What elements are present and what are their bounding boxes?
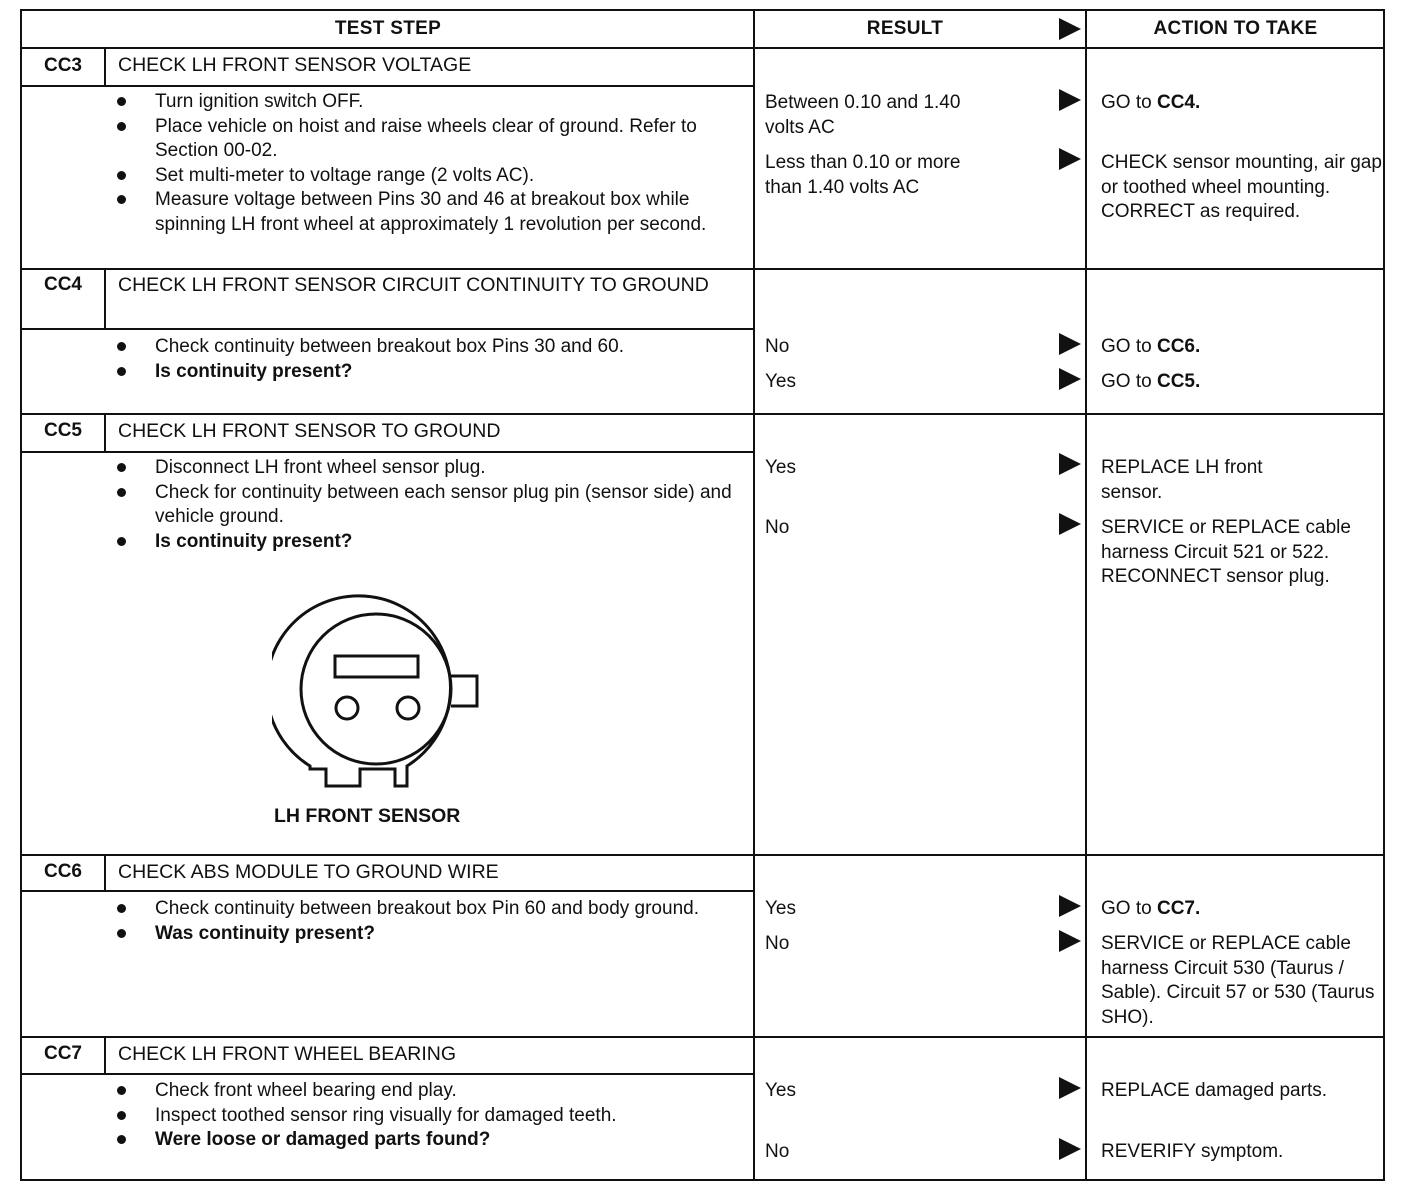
row-divider	[22, 854, 1385, 856]
step-title: CHECK LH FRONT SENSOR VOLTAGE	[118, 54, 472, 76]
result-arrow-icon	[1059, 148, 1081, 170]
action-text-part: GO to	[1101, 92, 1157, 113]
column-divider-action	[1085, 11, 1087, 1181]
action-text	[1101, 335, 1383, 360]
step-id: CC4	[43, 274, 82, 295]
header-divider	[22, 47, 1385, 49]
sensor-pin	[397, 697, 419, 719]
step-instruction: Disconnect LH front wheel sensor plug.	[117, 456, 747, 481]
step-question: Were loose or damaged parts found?	[117, 1128, 747, 1153]
action-text-part: GO to	[1101, 898, 1157, 919]
action-text	[1101, 91, 1383, 116]
action-step-ref: CC7.	[1156, 898, 1201, 919]
result-text: No	[765, 933, 790, 954]
step-instruction: Check continuity between breakout box Pin 60 and body ground.	[117, 897, 747, 922]
result-arrow-icon	[1059, 930, 1081, 952]
step-instructions	[117, 456, 747, 554]
action-text	[1101, 370, 1383, 395]
result-text: Yes	[765, 457, 796, 478]
step-instruction: Turn ignition switch OFF.	[117, 90, 747, 115]
diagnostic-table	[20, 9, 1385, 1181]
step-id: CC7	[43, 1043, 82, 1064]
result-text: No	[765, 1141, 790, 1162]
column-divider-result	[753, 11, 755, 1181]
title-divider	[22, 451, 753, 453]
step-id: CC6	[43, 861, 82, 882]
step-question: Is continuity present?	[117, 530, 747, 555]
header-result: RESULT	[866, 18, 944, 39]
step-instruction: Place vehicle on hoist and raise wheels clear of ground. Refer to Section 00-02.	[117, 115, 747, 164]
result-arrow-icon	[1059, 368, 1081, 390]
sensor-outline	[272, 596, 451, 786]
sensor-pin	[336, 697, 358, 719]
result-text: Less than 0.10 or more than 1.40 volts AC	[765, 152, 961, 198]
result-arrow-icon	[1059, 89, 1081, 111]
result-text: Between 0.10 and 1.40 volts AC	[765, 92, 961, 138]
step-instructions	[117, 90, 747, 237]
action-text: CHECK sensor mounting, air gap or toothed wheel mounting. CORRECT as required.	[1101, 152, 1382, 222]
step-instructions	[117, 1079, 747, 1153]
step-question: Was continuity present?	[117, 922, 747, 947]
row-divider	[22, 268, 1385, 270]
step-instruction: Check for continuity between each sensor plug pin (sensor side) and vehicle ground.	[117, 481, 747, 530]
title-divider	[22, 1073, 753, 1075]
figure-caption: LH FRONT SENSOR	[274, 805, 461, 827]
header-action: ACTION TO TAKE	[1153, 18, 1318, 39]
result-text: Yes	[765, 371, 796, 392]
result-arrow-icon	[1059, 1077, 1081, 1099]
title-divider	[22, 890, 753, 892]
result-arrow-icon	[1059, 513, 1081, 535]
id-divider	[104, 854, 106, 890]
action-text-part: GO to	[1101, 371, 1157, 392]
result-text: No	[765, 517, 790, 538]
action-text-part: GO to	[1101, 336, 1157, 357]
row-divider	[22, 1036, 1385, 1038]
result-arrow-icon	[1059, 895, 1081, 917]
step-title: CHECK ABS MODULE TO GROUND WIRE	[118, 861, 499, 883]
step-id: CC5	[43, 420, 82, 441]
action-text	[1101, 897, 1383, 922]
id-divider	[104, 413, 106, 451]
step-instruction: Measure voltage between Pins 30 and 46 at breakout box while spinning LH front wheel at approximately 1 revolution per second.	[117, 188, 747, 237]
result-text: Yes	[765, 898, 796, 919]
step-title: CHECK LH FRONT SENSOR CIRCUIT CONTINUITY TO GROUND	[118, 274, 709, 296]
action-step-ref: CC6.	[1156, 336, 1201, 357]
title-divider	[22, 328, 753, 330]
action-text: REPLACE damaged parts.	[1101, 1080, 1328, 1101]
result-text: Yes	[765, 1080, 796, 1101]
action-step-ref: CC4.	[1156, 92, 1201, 113]
sensor-tab	[451, 676, 477, 706]
header-test-step: TEST STEP	[334, 18, 442, 39]
id-divider	[104, 268, 106, 328]
step-title: CHECK LH FRONT WHEEL BEARING	[118, 1043, 457, 1065]
lh-front-sensor-diagram	[272, 581, 512, 806]
result-text: No	[765, 336, 790, 357]
action-text: SERVICE or REPLACE cable harness Circuit 521 or 522. RECONNECT sensor plug.	[1101, 517, 1351, 587]
step-instruction: Inspect toothed sensor ring visually for damaged teeth.	[117, 1104, 747, 1129]
title-divider	[22, 85, 753, 87]
action-text: SERVICE or REPLACE cable harness Circuit 530 (Taurus / Sable). Circuit 57 or 530 (Taurus SHO).	[1101, 933, 1375, 1028]
step-id: CC3	[43, 55, 82, 76]
step-title: CHECK LH FRONT SENSOR TO GROUND	[118, 420, 501, 442]
sensor-inner-ring	[301, 614, 451, 764]
step-instruction: Set multi-meter to voltage range (2 volts AC).	[117, 164, 747, 189]
step-question: Is continuity present?	[117, 360, 747, 385]
action-step-ref: CC5.	[1156, 371, 1201, 392]
result-arrow-icon	[1059, 1138, 1081, 1160]
id-divider	[104, 47, 106, 85]
result-arrow-icon	[1059, 333, 1081, 355]
step-instructions	[117, 897, 747, 946]
step-instruction: Check front wheel bearing end play.	[117, 1079, 747, 1104]
step-instruction: Check continuity between breakout box Pins 30 and 60.	[117, 335, 747, 360]
header-arrow-icon	[1059, 18, 1081, 40]
action-text: REVERIFY symptom.	[1101, 1141, 1284, 1162]
id-divider	[104, 1036, 106, 1073]
row-divider	[22, 413, 1385, 415]
step-instructions	[117, 335, 747, 384]
action-text: REPLACE LH front sensor.	[1101, 457, 1263, 503]
sensor-key-slot	[335, 656, 418, 677]
result-arrow-icon	[1059, 453, 1081, 475]
